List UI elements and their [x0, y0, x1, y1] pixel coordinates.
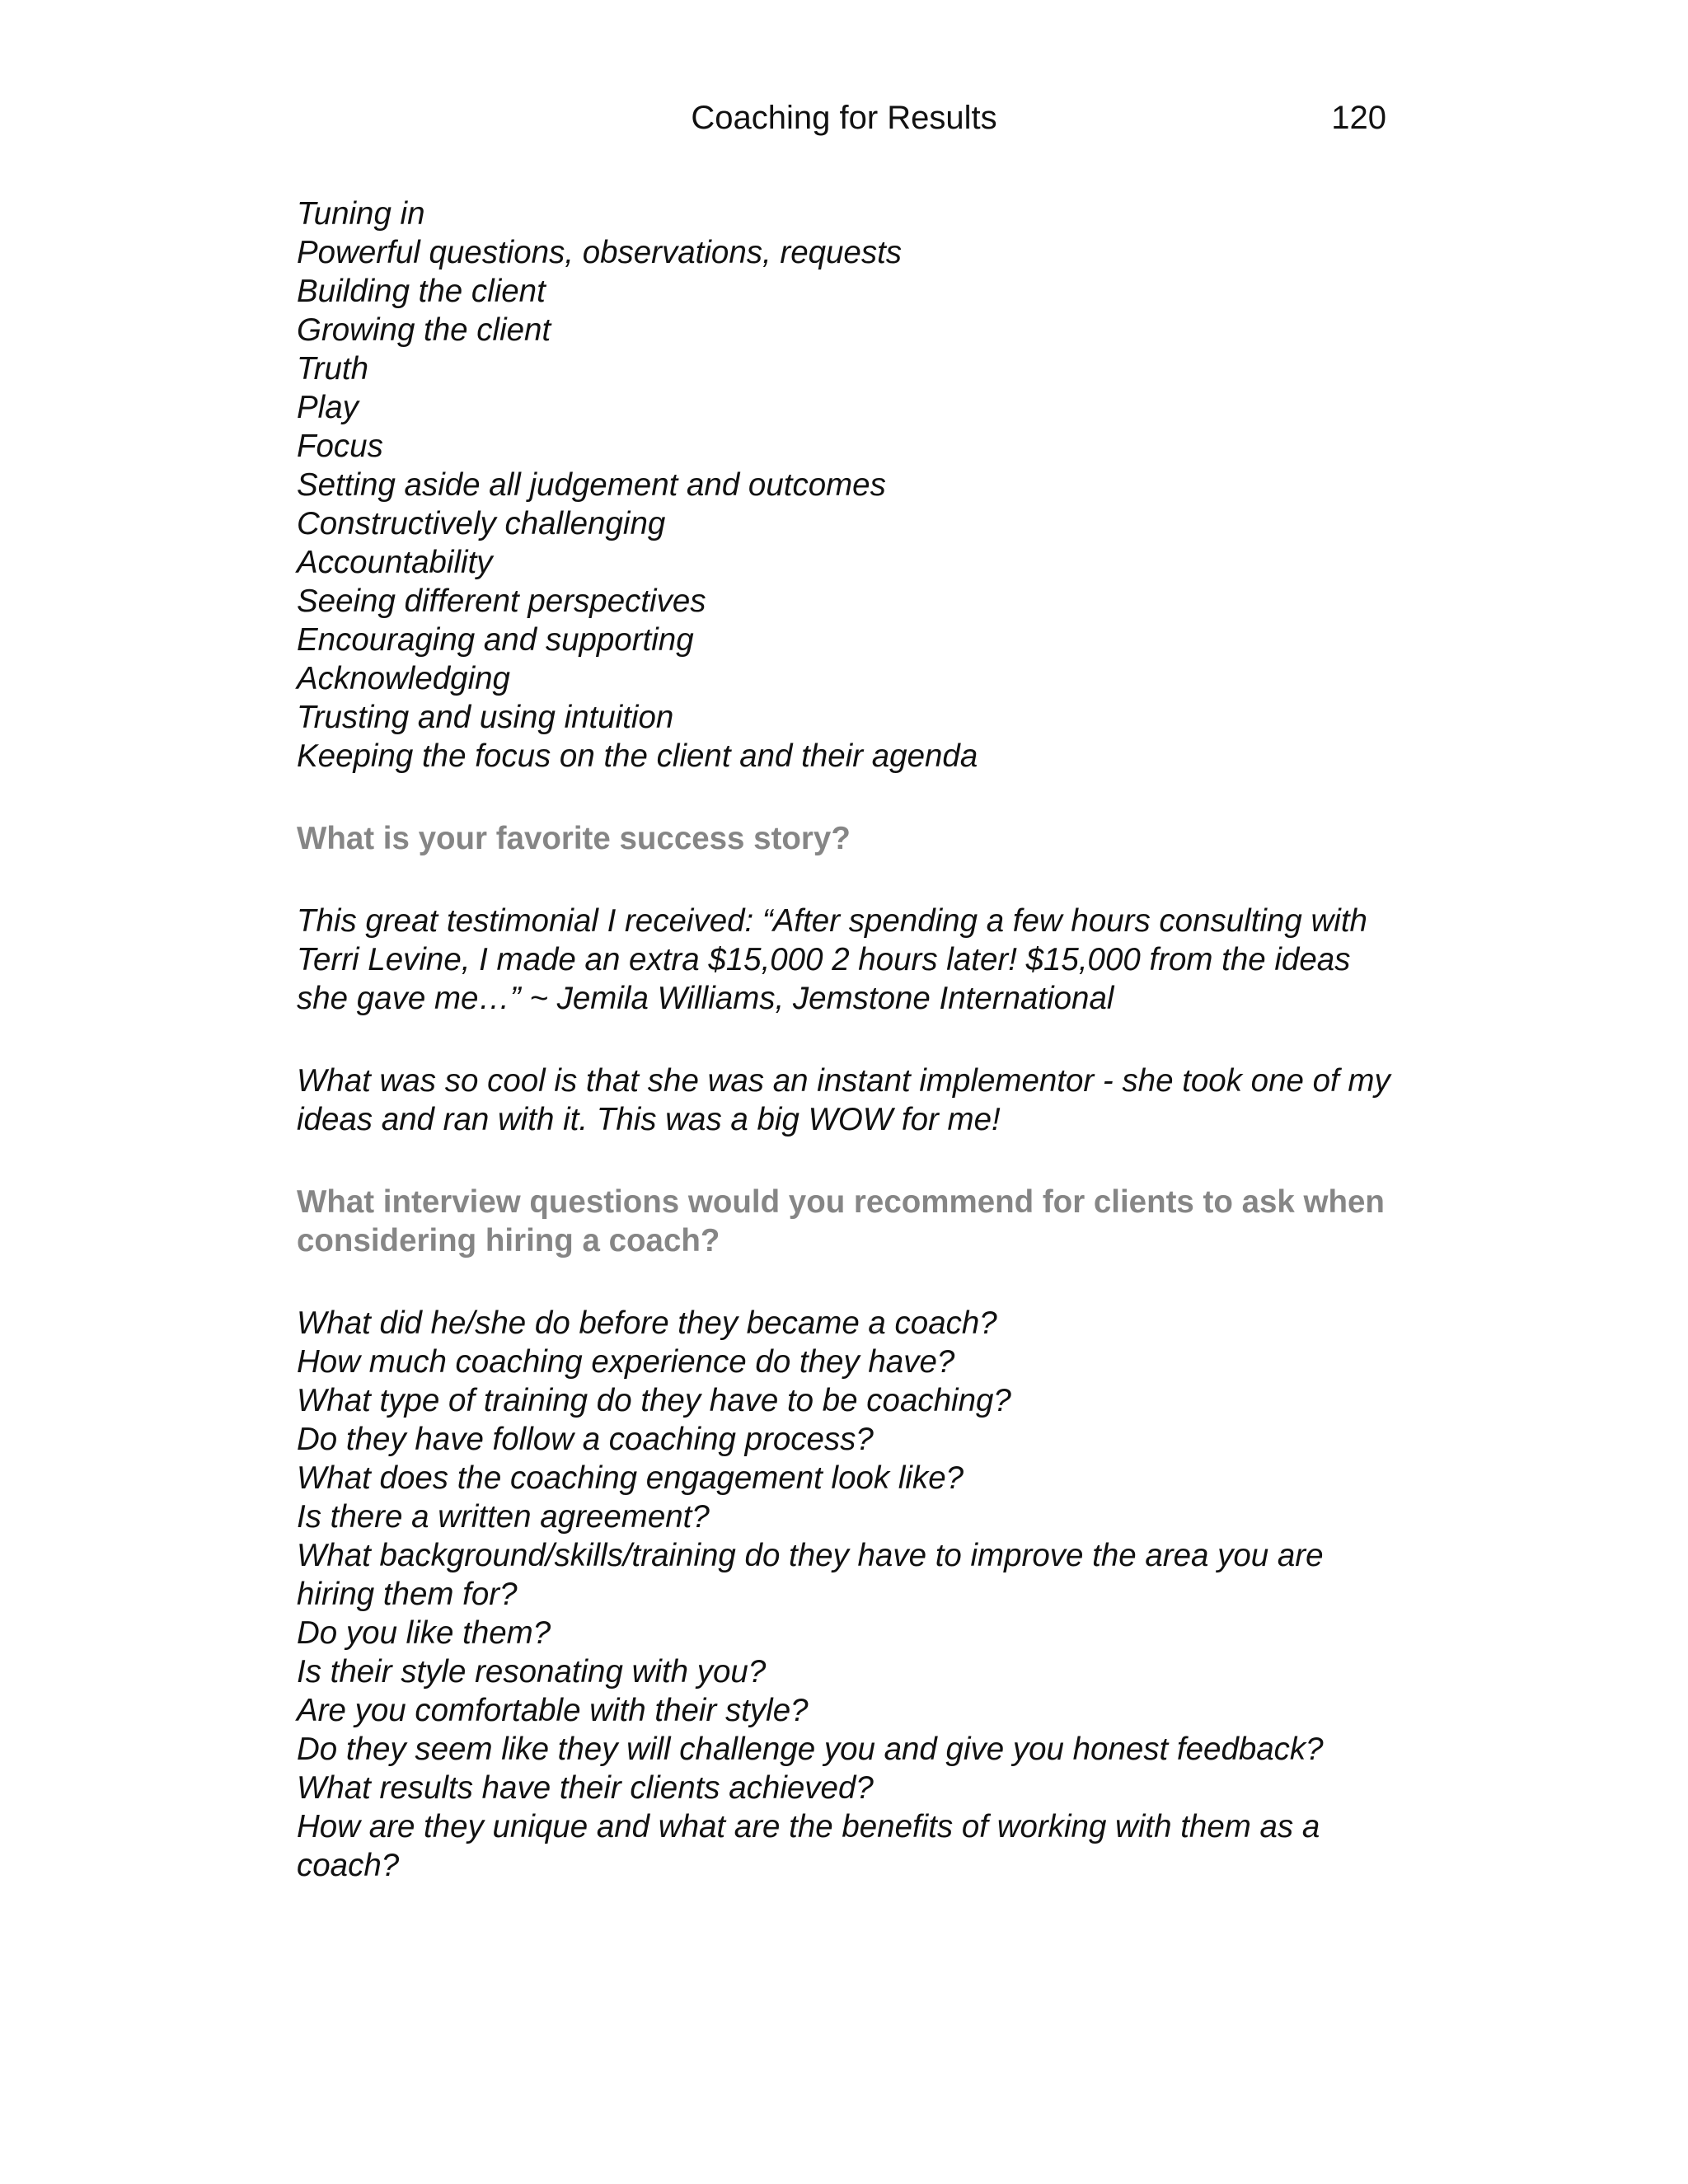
question-item: Do you like them? [297, 1615, 551, 1651]
skills-list-item: Tuning in [297, 196, 425, 232]
skills-list-item: Acknowledging [297, 661, 510, 696]
question-item: What did he/she do before they became a coach? [297, 1305, 997, 1341]
skills-list-item: Encouraging and supporting [297, 622, 694, 658]
skills-list-item: Seeing different perspectives [297, 583, 706, 619]
skills-list-item: Accountability [297, 545, 493, 580]
skills-list-item: Growing the client [297, 312, 551, 348]
skills-list-item: Setting aside all judgement and outcomes [297, 467, 886, 503]
question-item: Do they have follow a coaching process? [297, 1422, 874, 1457]
question-item: What does the coaching engagement look like? [297, 1460, 964, 1496]
question-item: What background/skills/training do they have to improve the area you are hiring them for? [297, 1538, 1324, 1612]
question-item: Is there a written agreement? [297, 1499, 710, 1535]
skills-list-item: Keeping the focus on the client and their agenda [297, 738, 978, 774]
testimonial-paragraph: This great testimonial I received: “After spending a few hours consulting with Terri Levine, I made an extra $15,000 2 hours later! $15,000 from the ideas she gave me…” ~ Jemila Williams, Jemstone International [297, 903, 1367, 1016]
running-header [0, 97, 1688, 138]
success-story-heading: What is your favorite success story? [297, 821, 851, 856]
skills-list-item: Truth [297, 351, 369, 387]
skills-list-item: Constructively challenging [297, 506, 666, 541]
question-item: How much coaching experience do they have? [297, 1344, 955, 1380]
skills-list [297, 194, 1393, 776]
question-item: What type of training do they have to be coaching? [297, 1383, 1011, 1418]
skills-list-item: Powerful questions, observations, requests [297, 235, 903, 270]
page-number: 120 [1331, 100, 1386, 136]
implementor-paragraph: What was so cool is that she was an instant implementor - she took one of my ideas and ran with it. This was a big WOW for me! [297, 1063, 1390, 1137]
page-content [297, 194, 1393, 1885]
question-item: How are they unique and what are the benefits of working with them as a coach? [297, 1809, 1320, 1883]
question-item: Are you comfortable with their style? [297, 1693, 809, 1728]
question-item: Is their style resonating with you? [297, 1654, 767, 1690]
skills-list-item: Play [297, 390, 359, 425]
interview-questions-list [297, 1304, 1393, 1885]
question-item: Do they seem like they will challenge you and give you honest feedback? [297, 1732, 1324, 1767]
skills-list-item: Focus [297, 429, 383, 464]
skills-list-item: Building the client [297, 274, 546, 309]
question-item: What results have their clients achieved? [297, 1770, 874, 1806]
header-title: Coaching for Results [691, 100, 997, 136]
interview-questions-heading: What interview questions would you recommend for clients to ask when considering hiring a coach? [297, 1184, 1385, 1258]
skills-list-item: Trusting and using intuition [297, 700, 674, 735]
